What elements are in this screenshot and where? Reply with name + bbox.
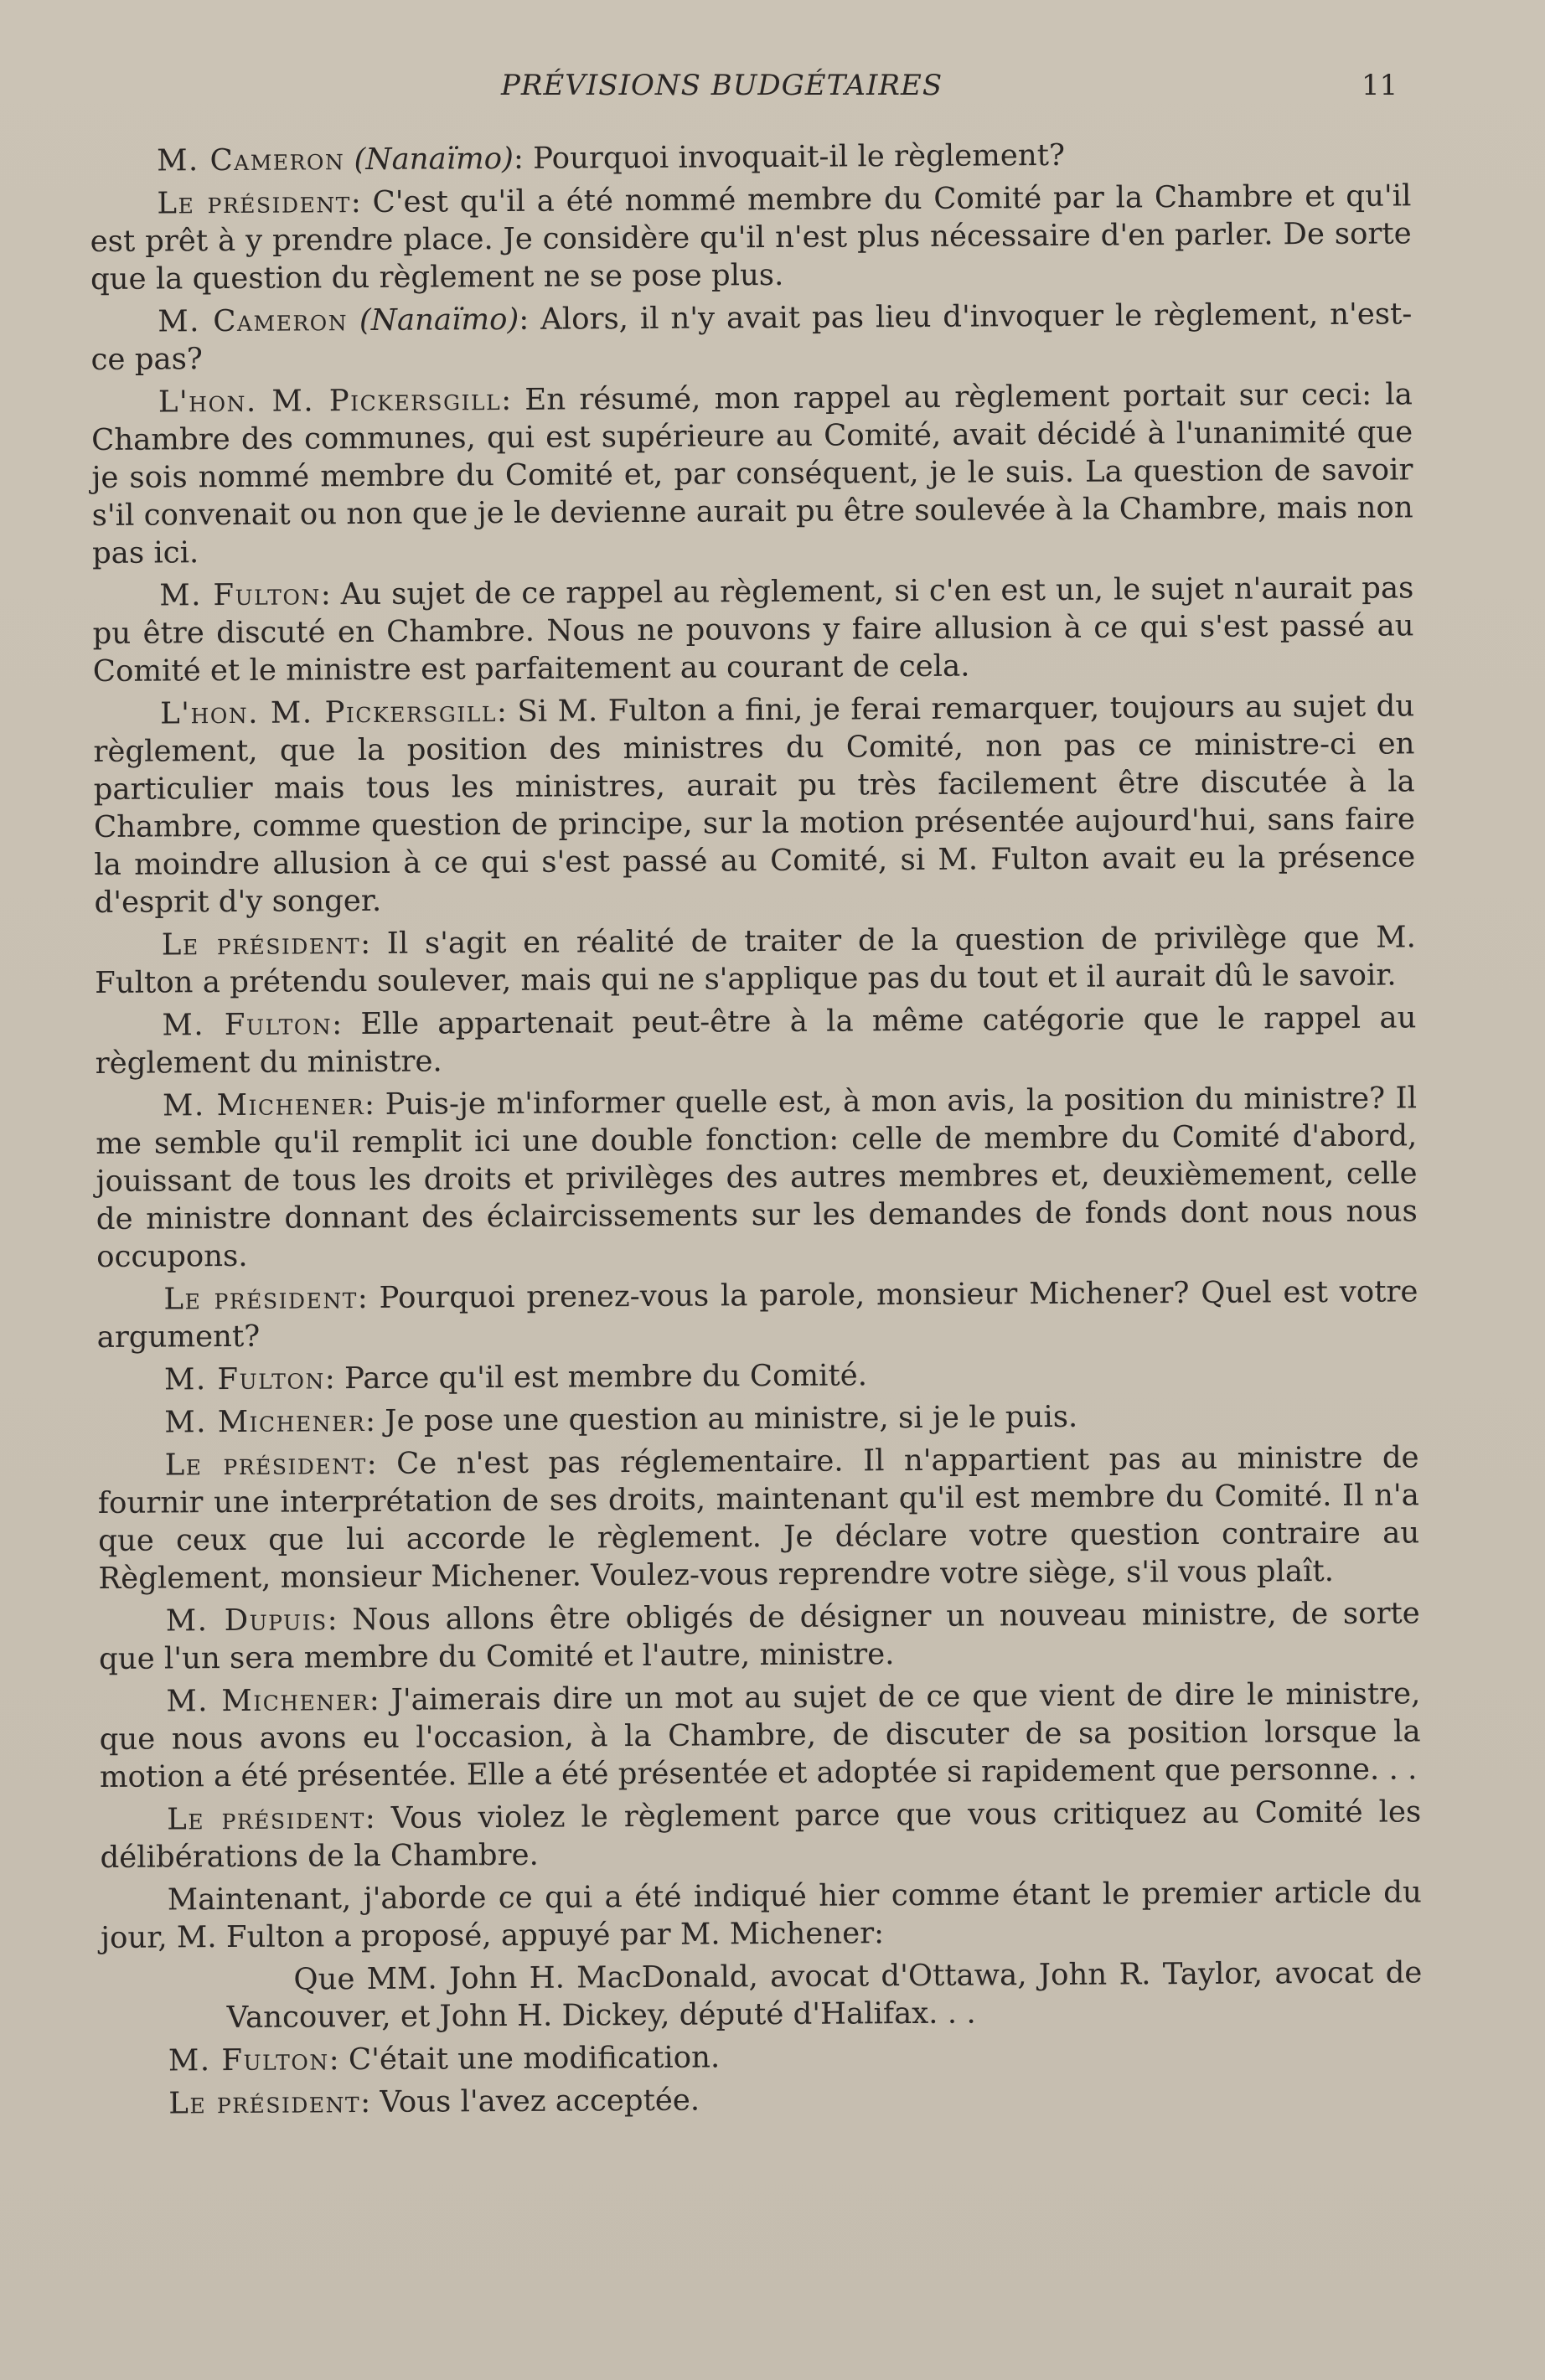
transcript-paragraph: [101, 2034, 1423, 2080]
speech-text: : Alors, il n'y avait pas lieu d'invoquer le règlement, n'est-ce pas?: [90, 297, 1413, 377]
transcript-paragraph: [93, 687, 1416, 922]
speaker-name: M. Cameron: [158, 303, 349, 339]
speaker-name: Le président: [163, 1281, 358, 1317]
transcript-paragraph: [95, 918, 1417, 1002]
speaker-name: Le président: [167, 1801, 365, 1837]
speech-text: : En résumé, mon rappel au règlement portait sur ceci: la Chambre des communes, qui est supérieure au Comité, avait décidé à l'unanimité que je sois nommé membre du Comité et, par conséquent, je le suis. La question de savoir s'il convenait ou non que je le devienne aurait pu être soulevée à la Chambre, mais non pas ici.: [91, 377, 1413, 570]
transcript-paragraph: [90, 295, 1413, 379]
speaker-riding: (Nanaïmo): [354, 141, 514, 178]
transcript-paragraph: [92, 569, 1414, 690]
motion-quote: Que MM. John H. MacDonald, avocat d'Ottawa, John R. Taylor, avocat de Vancouver, et John H. Dickey, député d'Halifax. . .: [226, 1955, 1423, 2036]
transcript-paragraph: [90, 177, 1412, 298]
speaker-name: M. Dupuis: [165, 1603, 328, 1639]
speech-text: : Au sujet de ce rappel au règlement, si c'en est un, le sujet n'aurait pas pu être discuté en Chambre. Nous ne pouvons y faire allusion à ce qui s'est passé au Comité et le ministre est parfaitement au courant de cela.: [92, 570, 1414, 689]
speech-text: : Vous violez le règlement parce que vous critiquez au Comité les délibérations de la Chambre.: [100, 1794, 1422, 1875]
speaker-name: M. Cameron: [157, 142, 345, 178]
speech-text: : Elle appartenait peut-être à la même catégorie que le rappel au règlement du ministre.: [95, 1000, 1417, 1081]
speech-text: Maintenant, j'aborde ce qui a été indiqué hier comme étant le premier article du jour, M. Fulton a proposé, appuyé par M. Michener:: [100, 1875, 1422, 1955]
speech-text: : C'est qu'il a été nommé membre du Comité par la Chambre et qu'il est prêt à y prendre place. Je considère qu'il n'est plus nécessaire d'en parler. De sorte que la question du règlement ne se pose plus.: [90, 178, 1412, 297]
transcript-paragraph: [99, 1594, 1421, 1678]
speaker-name: M. Michener: [164, 1404, 366, 1440]
transcript-paragraph: [99, 1675, 1421, 1796]
speech-text: : Nous allons être obligés de désigner un nouveau ministre, de sorte que l'un sera membre du Comité et l'autre, ministre.: [98, 1596, 1420, 1676]
speaker-name: Le président: [168, 2085, 361, 2121]
speech-text: : Pourquoi prenez-vous la parole, monsieur Michener? Quel est votre argument?: [96, 1274, 1418, 1355]
transcript-paragraph: [91, 375, 1413, 572]
transcript-paragraph: [97, 1396, 1418, 1442]
speaker-name: Le président: [161, 927, 361, 963]
page-number: 11: [1362, 69, 1398, 102]
speech-text: : Ce n'est pas réglementaire. Il n'appartient pas au ministre de fournir une interprétation de ses droits, maintenant qu'il est membre du Comité. Il n'a que ceux que lui accorde le règlement. Je déclare votre question contraire au Règlement, monsieur Michener. Voulez-vous reprendre votre siège, s'il vous plaît.: [97, 1440, 1420, 1596]
speaker-name: Le président: [157, 185, 351, 221]
speaker-name: M. Michener: [162, 1087, 365, 1123]
speech-text: : Si M. Fulton a fini, je ferai remarquer, toujours au sujet du règlement, que la position des ministres du Comité, non pas ce ministre-ci en particulier mais tous les ministres, aurait pu très facilement être discutée à la Chambre, comme question de principe, sur la motion présentée aujourd'hui, sans faire la moindre allusion à ce qui s'est passé au Comité, si M. Fulton avait eu la présence d'esprit d'y songer.: [93, 689, 1416, 920]
speech-text: : Il s'agit en réalité de traiter de la question de privilège que M. Fulton a prétendu soulever, mais qui ne s'applique pas du tout et il aurait dû le savoir.: [95, 920, 1416, 1000]
speaker-name: L'hon. M. Pickersgill: [158, 383, 502, 420]
speaker-name: M. Michener: [166, 1682, 369, 1719]
speech-text: : C'était une modification.: [328, 2040, 721, 2078]
transcript-paragraph: [95, 999, 1417, 1082]
speech-text: : Vous l'avez acceptée.: [360, 2083, 700, 2120]
speaker-name: M. Fulton: [168, 2042, 329, 2078]
speech-text: : Je pose une question au ministre, si je le puis.: [364, 1399, 1078, 1439]
speaker-name: M. Fulton: [159, 577, 321, 613]
page-header: [0, 69, 1545, 119]
transcript-paragraph: [101, 2077, 1423, 2123]
transcript-paragraph: [90, 134, 1411, 180]
speaker-name: M. Fulton: [163, 1361, 325, 1397]
speech-text: : Pourquoi invoquait-il le règlement?: [513, 137, 1066, 176]
speaker-name: Le président: [164, 1447, 367, 1483]
transcript-paragraph: [97, 1353, 1418, 1399]
speaker-riding: (Nanaïmo): [359, 302, 519, 338]
transcript-paragraph: [101, 1873, 1423, 1957]
speech-text: : Puis-je m'informer quelle est, à mon avis, la position du ministre? Il me semble qu'il remplit ici une double fonction: celle de membre du Comité d'abord, jouissant de tous les droits et privilèges des autres membres et, deuxièmement, celle de ministre donnant des éclaircissements sur les demandes de fonds dont nous nous occupons.: [96, 1081, 1418, 1274]
transcript-paragraph: [98, 1438, 1420, 1598]
speech-text: : Parce qu'il est membre du Comité.: [324, 1358, 868, 1397]
running-title: PRÉVISIONS BUDGÉTAIRES: [501, 69, 943, 102]
transcript-paragraph: [96, 1079, 1418, 1276]
speaker-name: M. Fulton: [162, 1007, 333, 1043]
transcript-paragraph: [100, 1793, 1422, 1877]
transcript-paragraph: [96, 1273, 1418, 1356]
speaker-name: L'hon. M. Pickersgill: [160, 694, 498, 731]
transcript-body: [90, 134, 1423, 2128]
speech-text: : J'aimerais dire un mot au sujet de ce que vient de dire le ministre, que nous avons eu l'occasion, à la Chambre, de discuter de sa position lorsque la motion a été présentée. Elle a été présentée et adoptée si rapidement que personne. . .: [99, 1676, 1421, 1794]
